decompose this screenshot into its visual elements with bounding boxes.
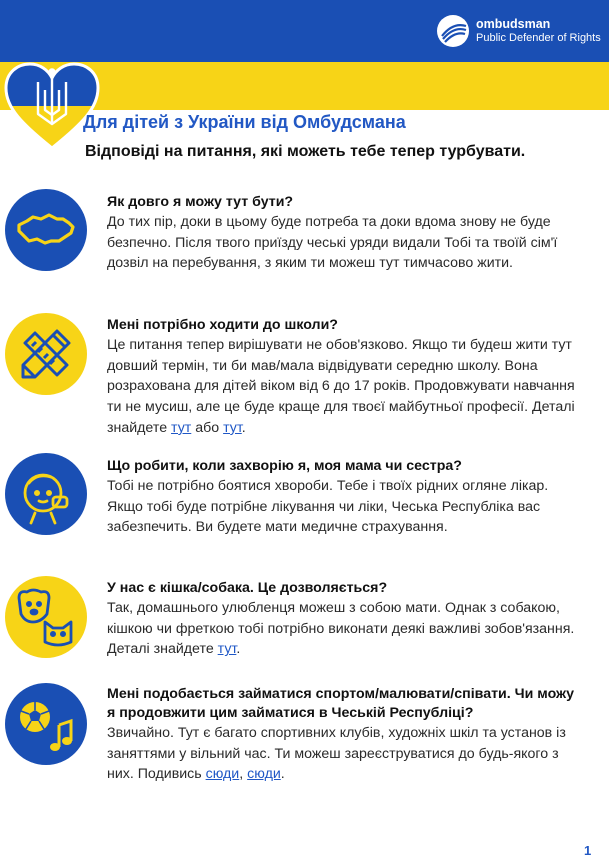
page-subtitle: Відповіді на питання, які можеть тебе тепер турбувати. — [85, 143, 526, 160]
school-link-1[interactable]: тут — [171, 419, 192, 436]
answer-school — [107, 335, 577, 439]
school-link-2[interactable]: тут — [223, 419, 242, 436]
sick-child-icon — [5, 453, 87, 535]
czech-map-icon — [5, 189, 87, 271]
hobbies-link-separator: , — [239, 766, 248, 783]
hobbies-link-2[interactable]: сюди — [247, 766, 281, 783]
pets-link[interactable]: тут — [217, 641, 237, 658]
question-hobbies: Мені подобається займатися спортом/малювати/співати. Чи можу я продовжити цим займатися в Чеській Республіці? — [107, 686, 575, 721]
hobbies-answer-end: . — [280, 766, 285, 783]
ombudsman-logo-icon — [436, 14, 470, 48]
logo-subtitle: Public Defender of Rights — [476, 31, 601, 44]
answer-hobbies — [107, 723, 577, 785]
school-link-separator: або — [191, 419, 224, 436]
cat-dog-icon — [5, 576, 87, 658]
question-pets: У нас є кішка/собака. Це дозволяється? — [107, 580, 388, 596]
pets-answer-end: . — [236, 641, 241, 658]
ombudsman-logo — [436, 11, 601, 51]
section-school — [107, 316, 577, 439]
answer-hobbies-text: Звичайно. Тут є багато спортивних клубів, художніх шкіл та установ із заняттями у вільний час. Ти можеш зареєструватися до будь-якого з них. Подивись — [107, 725, 566, 783]
question-stay: Як довго я можу тут бути? — [107, 194, 294, 210]
page-number: 1 — [584, 843, 592, 858]
section-pets — [107, 579, 577, 660]
logo-title: ombudsman — [476, 17, 551, 32]
answer-pets-text: Так, домашнього улюбленця можеш з собою мати. Однак з собакою, кішкою чи фреткою тобі потрібно виконати деякі важливі зобов'язання. Деталі знайдете — [107, 600, 575, 658]
answer-school-text: Це питання тепер вирішувати не обов'язково. Якщо ти будеш жити тут довший термін, ти би мав/мала відвідувати середню школу. Вона розрахована для дітей віком від 6 до 17 років. Продовжувати навчання ти не мусиш, але це буде краще для твоєї майбутньої професії. Деталі знайдете — [107, 337, 575, 436]
section-hobbies — [107, 685, 577, 785]
question-school: Мені потрібно ходити до школи? — [107, 317, 338, 333]
page-title: Для дітей з України від Омбудсмана — [83, 112, 406, 132]
answer-stay: До тих пір, доки в цьому буде потреба та доки вдома знову не буде безпечно. Після твого приїзду чеські уряди видали Тобі та твоїй сім'ї дозвіл на перебування, з яким ти можеш тут тимчасово жити. — [107, 214, 558, 272]
section-stay — [107, 193, 577, 274]
answer-pets — [107, 598, 577, 660]
question-illness: Що робити, коли захворію я, моя мама чи сестра? — [107, 458, 462, 474]
hobbies-link-1[interactable]: сюди — [205, 766, 240, 783]
ball-music-icon — [5, 683, 87, 765]
pencil-ruler-icon — [5, 313, 87, 395]
ukraine-heart-icon — [4, 60, 100, 152]
school-answer-end: . — [241, 419, 246, 436]
answer-illness: Тобі не потрібно боятися хвороби. Тебе і твоїх рідних огляне лікар. Якщо тобі буде потрібне лікування чи ліки, Чеська Республіка вас забезпечить. Ви будете мати медичне страхування. — [107, 478, 549, 536]
section-illness — [107, 457, 577, 538]
